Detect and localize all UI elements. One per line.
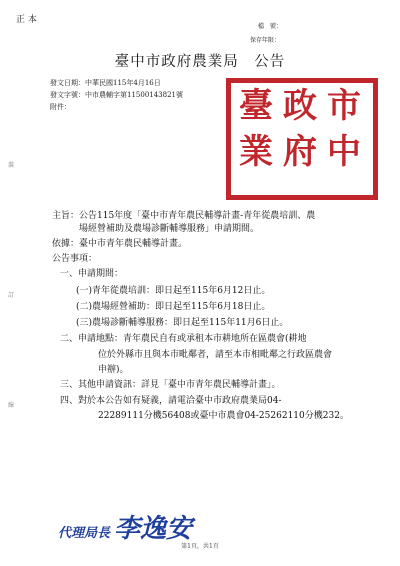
announcement-item: 一、申請期間： [60, 269, 124, 279]
binding-mark-1: 裝 [8, 162, 15, 169]
signature-name: 李逸安 [114, 514, 193, 544]
official-seal: 臺 政 市 業 府 中 [226, 78, 378, 200]
subject-line: 主旨：公告115年度「臺中市青年農民輔導計畫-青年從農培訓、農 [52, 211, 316, 221]
items-heading: 公告事項： [52, 254, 98, 264]
announcement-item: (一)青年從農培訓：即日起至115年6月12日止。 [76, 286, 271, 296]
announcement-item: 三、其他申請資訊：詳見「臺中市青年農民輔導計畫」。 [60, 380, 281, 390]
file-number-label: 檔 號： [258, 23, 283, 30]
issue-date: 發文日期：中華民國115年4月16日 [50, 79, 161, 87]
document-number: 發文字號：中市農輔字第11500143821號 [50, 91, 183, 99]
page-footer: 第1頁，共1頁 [181, 543, 219, 550]
signature-title: 代理局長 [58, 526, 111, 541]
announcement-item: 四、對於本公告如有疑義，請電洽臺中市政府農業局04- [60, 396, 282, 406]
attachment-label: 附件： [50, 103, 71, 111]
document-meta [50, 77, 183, 113]
basis-line: 依據：臺中市青年農民輔導計畫。 [52, 239, 188, 249]
announcement-item: 位於外縣市且與本市毗鄰者，請至本市相毗鄰之行政區農會 [98, 350, 333, 360]
copy-mark: 正 本 [16, 15, 37, 25]
retention-label: 保存年限： [250, 37, 281, 44]
binding-mark-2: 訂 [8, 292, 15, 299]
subject-line: 場經營補助及農場診斷輔導服務」申請期間。 [52, 224, 260, 234]
announcement-item: (二)農場經營補助：即日起至115年6月18日止。 [76, 302, 271, 312]
signature [58, 508, 192, 545]
subject-section [52, 210, 378, 236]
announcement-item: 申辦)。 [98, 365, 129, 375]
announcement-item: 22289111分機56408或臺中市農會04-25262110分機232。 [98, 411, 349, 421]
binding-mark-3: 線 [8, 402, 15, 409]
announcement-item: 二、申請地點：青年農民自有或承租本市耕地所在區農會(耕地 [60, 334, 307, 344]
announcement-item: (三)農場診斷輔導服務：即日起至115年11月6日止。 [76, 318, 289, 328]
document-title: 臺中市政府農業局 公告 [114, 54, 286, 70]
